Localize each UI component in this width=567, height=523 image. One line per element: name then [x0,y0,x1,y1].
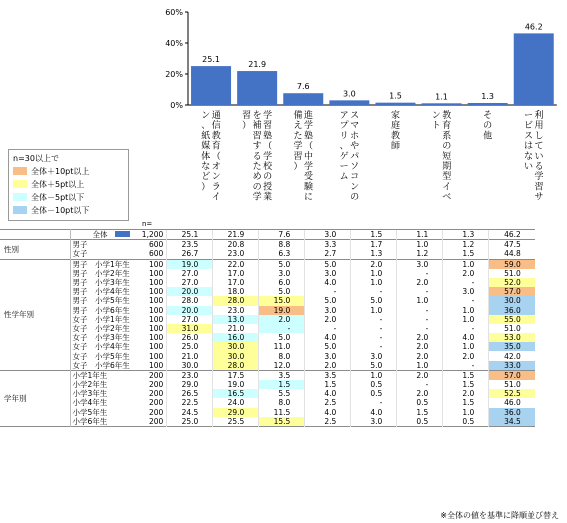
table-cell: 57.0 [489,287,535,296]
row-label: 全体 [70,230,130,240]
crosstab-table [0,229,535,427]
table-cell: 17.5 [213,370,259,380]
group-cell [0,230,70,240]
table-row [0,296,535,305]
table-cell: 26.0 [167,333,213,342]
row-label: 女子 小学3年生 [72,333,130,343]
legend-title: n=30以上で [13,154,59,163]
row-label: 小学1年生 [70,370,130,380]
table-cell: 0.5 [397,398,443,407]
table-cell: 1.0 [443,342,489,351]
table-cell: 23.0 [167,370,213,380]
table-cell: 2.5 [305,398,351,407]
table-cell: - [305,287,351,296]
table-cell: 0.5 [351,389,397,398]
table-cell: 46.0 [489,398,535,407]
table-row [0,408,535,417]
table-cell: 2.0 [397,342,443,351]
table-cell: 1.5 [351,230,397,240]
table-cell: 29.0 [167,380,213,389]
table-cell: 7.6 [259,230,305,240]
table-row [0,249,535,259]
table-cell: 2.0 [443,269,489,278]
table-cell: 51.0 [489,380,535,389]
table-cell: 1.7 [351,240,397,250]
legend-label-plus5: 全体＋5pt以上 [31,180,85,189]
table-row [0,259,535,269]
table-cell: 1.2 [397,249,443,259]
table-cell: - [351,333,397,342]
table-cell: 2.0 [397,370,443,380]
row-label: 男子 小学3年生 [72,278,130,288]
legend-swatch-plus10 [13,167,27,175]
row-n: 200 [148,407,164,417]
y-tick-label: 0% [170,101,183,110]
row-n: 100 [148,360,164,370]
category-label: 教育系の短期型イベント [431,111,452,203]
table-cell: 2.5 [305,417,351,427]
row-label: 女子 小学5年生 [72,351,130,361]
legend-item-plus10 [13,167,123,176]
table-row [0,417,535,427]
table-cell: 36.0 [489,408,535,417]
table-cell: 42.0 [489,351,535,360]
table-cell: - [397,306,443,315]
table-cell: 1.1 [397,230,443,240]
table-cell: 26.5 [167,389,213,398]
table-cell: 21.9 [213,230,259,240]
table-cell: 3.0 [351,417,397,427]
table-cell: 2.0 [259,315,305,324]
table-cell: 36.0 [489,306,535,315]
table-cell: 4.0 [305,408,351,417]
table-cell: - [351,324,397,333]
table-cell: 4.0 [351,408,397,417]
n-label: n= [142,220,153,228]
table-cell: 1.0 [443,306,489,315]
row-n: 100 [148,314,164,324]
row-label: 小学5年生 [72,407,108,417]
row-label: 女子 小学2年生 [72,323,130,333]
table-cell: 6.0 [259,278,305,287]
table-cell: 1.5 [397,408,443,417]
table-cell: - [397,380,443,389]
table-cell: 27.0 [167,278,213,287]
table-cell: 19.0 [213,380,259,389]
row-label: 男子 [70,240,130,250]
row-n: 200 [148,416,164,426]
table-cell: 22.5 [167,398,213,407]
table-cell: 4.0 [305,389,351,398]
table-cell: 59.0 [489,259,535,269]
table-cell: 1.3 [351,249,397,259]
table-cell: 3.0 [351,351,397,360]
row-label: 男子 小学2年生 [72,268,130,278]
table-row [0,361,535,371]
table-cell: 1.0 [397,296,443,305]
table-cell: 30.0 [167,361,213,371]
table-cell: 2.0 [397,389,443,398]
y-tick-label: 60% [165,8,183,17]
table-row [0,370,535,380]
group-label: 性別 [0,240,70,259]
row-n: 100 [148,296,164,306]
category-label: スマホやパソコンのアプリ、ゲーム [339,111,360,203]
table-cell: 1.2 [443,240,489,250]
legend-item-plus5 [13,180,123,189]
table-cell: 30.0 [213,342,259,351]
legend-swatch-minus10 [13,206,27,214]
row-n: 200 [130,370,167,380]
bar [237,71,277,105]
row-n: 100 [148,287,164,297]
table-cell: 30.0 [489,296,535,305]
category-label: 通信教育（オンライン、紙媒体など） [201,111,221,203]
row-label: 男子 小学1年生 [70,259,130,269]
table-cell: - [351,287,397,296]
table-cell: 11.0 [259,342,305,351]
table-cell: 6.3 [259,249,305,259]
table-cell: 1.0 [397,240,443,250]
table-cell: 21.0 [213,324,259,333]
bar-value-label: 1.1 [435,92,448,102]
category-label: 学習塾（学校の授業を補習するための学習） [242,111,273,203]
table-cell: 29.0 [213,408,259,417]
table-row [0,240,535,250]
table-cell: - [259,324,305,333]
table-cell: 26.7 [167,249,213,259]
row-n: 100 [148,323,164,333]
table-cell: 35.0 [489,342,535,351]
table-cell: 18.0 [213,287,259,296]
bar-value-label: 7.6 [296,82,310,92]
footnote: ※全体の値を基準に降順並び替え [440,511,559,520]
table-cell: 3.3 [305,240,351,250]
table-cell: 4.0 [305,333,351,342]
bar [468,103,508,105]
table-cell: 52.5 [489,389,535,398]
bar [283,93,323,105]
table-cell: 1.5 [305,380,351,389]
row-n: 100 [148,278,164,288]
table-cell: 20.0 [167,306,213,315]
table-row [0,287,535,296]
table-cell: 5.5 [259,389,305,398]
table-cell: 2.0 [305,315,351,324]
legend [8,149,129,221]
table-cell: - [397,269,443,278]
category-label: 利用している学習サービスはない [523,111,544,203]
table-cell: 5.0 [351,296,397,305]
table-row [0,389,535,398]
table-cell: 51.0 [489,269,535,278]
group-label: 学年別 [0,370,70,426]
table-cell: 34.5 [489,417,535,427]
row-label: 小学2年生 [72,380,108,390]
table-cell: - [397,324,443,333]
table-row [0,398,535,407]
table-cell: 1.0 [351,278,397,287]
bar-value-label: 1.3 [481,91,495,101]
table-cell: 8.0 [259,351,305,360]
table-cell: 2.0 [397,351,443,360]
table-cell: 3.0 [305,230,351,240]
row-n: 100 [148,333,164,343]
table-cell: 19.0 [167,259,213,269]
table-cell: 1.5 [443,398,489,407]
row-label: 女子 小学6年生 [72,360,130,370]
table-cell: 31.0 [167,324,213,333]
table-cell: 5.0 [259,287,305,296]
table-cell: - [443,278,489,287]
row-n: 600 [148,249,164,259]
table-cell: 44.8 [489,249,535,259]
category-label: その他 [483,111,493,142]
table-cell: 25.5 [213,417,259,427]
row-label: 小学3年生 [72,389,108,399]
table-cell: 24.0 [213,398,259,407]
table-cell: 33.0 [489,361,535,371]
table-cell: 2.0 [397,278,443,287]
row-n: 1,200 [130,230,167,240]
legend-label-minus5: 全体－5pt以下 [31,193,85,202]
table-cell: 17.0 [213,269,259,278]
table-row [0,269,535,278]
table-cell: 5.0 [259,259,305,269]
table-cell: 24.5 [167,408,213,417]
table-cell: 1.0 [443,408,489,417]
table-cell: 5.0 [259,333,305,342]
table-cell: 27.0 [167,269,213,278]
row-n: 100 [148,342,164,352]
table-cell: 1.0 [443,259,489,269]
row-label: 小学6年生 [72,416,108,426]
table-cell: 23.0 [213,249,259,259]
bar [329,100,369,105]
table-cell: 53.0 [489,333,535,342]
table-cell: - [351,342,397,351]
table-cell: 1.0 [351,370,397,380]
table-cell: 15.0 [259,296,305,305]
table-cell: 4.0 [443,333,489,342]
table-cell: 1.5 [443,370,489,380]
table-cell: 8.8 [259,240,305,250]
table-cell: 3.0 [259,269,305,278]
table-cell: 28.0 [213,361,259,371]
table-cell: 15.5 [259,417,305,427]
table-cell: 5.0 [351,361,397,371]
table-cell: 1.5 [443,249,489,259]
table-cell: 1.5 [443,380,489,389]
table-cell: 28.0 [213,296,259,305]
table-row [0,278,535,287]
row-n: 600 [130,240,167,250]
table-cell: 1.0 [443,315,489,324]
table-cell: 5.0 [305,342,351,351]
table-cell: 0.5 [397,417,443,427]
row-n: 100 [148,305,164,315]
table-cell: 16.0 [213,333,259,342]
table-cell: 11.5 [259,408,305,417]
table-cell: 2.0 [397,333,443,342]
table-cell: - [305,324,351,333]
row-n: 200 [148,380,164,390]
row-label: 女子 小学1年生 [72,314,130,324]
table-cell: 30.0 [213,351,259,360]
table-cell: 57.0 [489,370,535,380]
table-cell: 28.0 [167,296,213,305]
bar [191,66,231,105]
legend-item-minus5 [13,193,123,202]
table-cell: 2.7 [305,249,351,259]
table-row [0,333,535,342]
table-cell: 51.0 [489,324,535,333]
table-row [0,342,535,351]
table-cell: 52.0 [489,278,535,287]
table-cell: 3.5 [259,370,305,380]
table-cell: - [351,315,397,324]
table-cell: 0.5 [351,380,397,389]
row-label: 男子 小学6年生 [72,305,130,315]
y-tick-label: 40% [165,39,183,48]
table-cell: 25.1 [167,230,213,240]
table-cell: 3.0 [305,306,351,315]
row-n: 100 [148,268,164,278]
row-n: 100 [148,351,164,361]
table-cell: 55.0 [489,315,535,324]
table-cell: 2.0 [443,351,489,360]
table-cell: 46.2 [489,230,535,240]
table-cell: 4.0 [305,278,351,287]
table-cell: 1.0 [397,361,443,371]
legend-label-minus10: 全体－10pt以下 [31,206,90,215]
table-cell: 3.0 [443,287,489,296]
table-cell: 2.0 [305,361,351,371]
table-cell: 22.0 [213,259,259,269]
row-n: 100 [130,259,167,269]
bar-value-label: 3.0 [342,89,356,99]
bar [422,103,462,105]
table-cell: 25.0 [167,342,213,351]
table-cell: - [443,296,489,305]
table-cell: - [351,398,397,407]
legend-item-minus10 [13,206,123,215]
table-row [0,324,535,333]
table-row [0,306,535,315]
category-label: 家庭教師 [390,111,400,152]
table-cell: - [443,324,489,333]
table-cell: 23.0 [213,306,259,315]
table-cell: 3.0 [305,351,351,360]
row-label: 女子 [72,249,88,259]
legend-label-plus10: 全体＋10pt以上 [31,167,90,176]
bar [375,103,415,105]
table-cell: 1.0 [351,269,397,278]
group-label: 性学年別 [0,259,70,370]
bar-value-label: 25.1 [202,55,220,65]
y-tick-label: 20% [165,70,183,79]
legend-swatch-plus5 [13,180,27,188]
table-cell: - [443,361,489,371]
table-cell: 5.0 [305,259,351,269]
table-cell: 2.0 [443,389,489,398]
table-row-total [0,230,535,240]
legend-swatch-minus5 [13,193,27,201]
table-cell: 2.0 [351,259,397,269]
category-label: 進学塾（中学受験に備えた学習） [293,111,314,203]
table-cell: 47.5 [489,240,535,250]
table-cell: 23.5 [167,240,213,250]
table-cell: 5.0 [305,296,351,305]
row-n: 200 [148,389,164,399]
bar [514,33,554,105]
table-cell: 12.0 [259,361,305,371]
table-cell: 19.0 [259,306,305,315]
bar-value-label: 21.9 [248,60,267,70]
row-label: 男子 小学4年生 [72,287,130,297]
table-cell: 3.0 [397,259,443,269]
table-cell: - [397,315,443,324]
table-row [0,351,535,360]
table-cell: 8.0 [259,398,305,407]
table-cell: 3.0 [305,269,351,278]
table-cell: 20.0 [167,287,213,296]
table-cell: 27.0 [167,315,213,324]
table-cell: 25.0 [167,417,213,427]
table-cell: 3.5 [305,370,351,380]
table-cell: 1.3 [443,230,489,240]
table-row [0,380,535,389]
table-cell: 13.0 [213,315,259,324]
table-cell: 1.0 [351,306,397,315]
table-cell: 20.8 [213,240,259,250]
table-cell: 17.0 [213,278,259,287]
row-label: 小学4年生 [72,398,108,408]
bar-value-label: 1.5 [389,91,402,101]
total-bar-marker [115,231,130,237]
row-n: 200 [148,398,164,408]
table-row [0,315,535,324]
table-cell: 1.5 [259,380,305,389]
table-cell: 21.0 [167,351,213,360]
table-cell: 0.5 [443,417,489,427]
table-cell: - [397,287,443,296]
row-label: 男子 小学5年生 [72,296,130,306]
table-cell: 16.5 [213,389,259,398]
row-label: 女子 小学4年生 [72,342,130,352]
bar-value-label: 46.2 [524,22,543,32]
